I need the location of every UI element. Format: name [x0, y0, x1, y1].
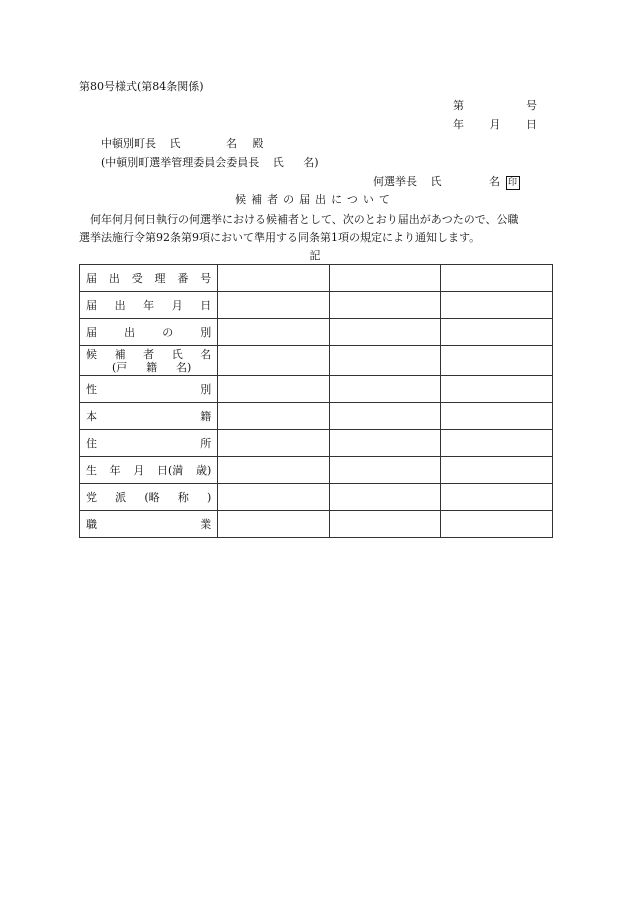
table-row	[80, 457, 553, 484]
label-char: 届	[86, 325, 97, 339]
table-cell	[218, 484, 329, 511]
label-char: 年	[109, 463, 121, 477]
label-char: )	[206, 490, 212, 504]
row-label	[80, 403, 218, 430]
table-row	[80, 403, 553, 430]
label-char: 称	[177, 490, 189, 504]
table-cell	[440, 484, 552, 511]
table-cell	[218, 346, 329, 376]
seal-mark: 印	[506, 176, 520, 190]
label-char: 補	[114, 347, 126, 361]
label-char: 月	[133, 463, 145, 477]
table-row	[80, 511, 553, 538]
sender-title: 何選挙長	[373, 175, 417, 188]
table-cell	[329, 292, 440, 319]
doc-number-prefix: 第	[453, 99, 464, 112]
label-char: 別	[200, 382, 212, 396]
table-cell	[329, 376, 440, 403]
table-cell	[440, 319, 552, 346]
label-char: (戸	[112, 360, 128, 374]
table-cell	[329, 511, 440, 538]
label-char: 別	[200, 325, 212, 339]
label-char: 号	[200, 271, 212, 285]
label-char: 届	[86, 298, 97, 312]
addressee-line-1	[101, 137, 264, 151]
addressee-mei: 名	[226, 137, 237, 150]
table-row	[80, 292, 553, 319]
doc-number-line	[453, 99, 537, 113]
table-cell	[440, 376, 552, 403]
document-title: 候補者の届出について	[235, 193, 395, 206]
table-cell	[218, 457, 329, 484]
addressee-committee-shi: 氏	[272, 156, 284, 169]
table-cell	[440, 511, 552, 538]
addressee-committee-mei: 名)	[303, 156, 319, 169]
label-char: の	[162, 325, 174, 339]
label-char: 出	[114, 298, 126, 312]
form-number: 第80号様式(第84条関係)	[79, 80, 204, 93]
label-char: 名)	[175, 360, 192, 374]
table-cell	[218, 376, 329, 403]
label-char: 性	[86, 382, 97, 396]
row-label	[80, 319, 218, 346]
label-char: 籍	[200, 409, 212, 423]
table-cell	[329, 484, 440, 511]
table-cell	[218, 292, 329, 319]
notification-table	[79, 264, 553, 538]
table-cell	[440, 346, 552, 376]
addressee-dono: 殿	[252, 137, 264, 150]
row-label	[80, 292, 218, 319]
label-char: 生	[86, 463, 97, 477]
label-char: 名	[200, 347, 212, 361]
label-char: 者	[143, 347, 155, 361]
table-cell	[329, 265, 440, 292]
row-label	[80, 346, 218, 376]
table-row	[80, 376, 553, 403]
sender-mei: 名	[489, 175, 500, 188]
addressee-line-2	[101, 156, 319, 170]
table-cell	[218, 430, 329, 457]
label-char: 日(満	[157, 463, 184, 477]
table-cell	[329, 346, 440, 376]
body-line-1: 何年何月何日執行の何選挙における候補者として、次のとおり届出があつたので、公職	[90, 213, 519, 226]
label-char: 本	[86, 409, 97, 423]
date-day: 日	[526, 118, 537, 131]
table-cell	[329, 319, 440, 346]
table-cell	[329, 430, 440, 457]
label-char: 番	[177, 271, 189, 285]
label-char: 出	[108, 271, 120, 285]
label-char: 業	[200, 517, 212, 531]
row-label	[80, 511, 218, 538]
addressee-shi: 氏	[169, 137, 181, 150]
label-char: 月	[171, 298, 183, 312]
table-row	[80, 265, 553, 292]
date-year: 年	[453, 118, 464, 131]
label-char: 所	[200, 436, 212, 450]
sender-shi: 氏	[430, 175, 442, 188]
label-char: 候	[86, 347, 97, 361]
table-cell	[218, 403, 329, 430]
row-label	[80, 484, 218, 511]
table-cell	[218, 265, 329, 292]
label-char: 出	[124, 325, 136, 339]
label-char: 日	[200, 298, 212, 312]
row-label	[80, 376, 218, 403]
addressee-committee: (中頓別町選挙管理委員会委員長	[101, 156, 260, 169]
table-cell	[440, 403, 552, 430]
ki-heading: 記	[309, 249, 321, 262]
table-row	[80, 484, 553, 511]
label-char: 職	[86, 517, 97, 531]
label-char: 年	[143, 298, 155, 312]
table-cell	[329, 457, 440, 484]
addressee-title: 中頓別町長	[101, 137, 156, 150]
row-label	[80, 457, 218, 484]
label-char: (略	[144, 490, 160, 504]
sender-line	[373, 175, 520, 190]
label-char: 理	[154, 271, 166, 285]
table-cell	[218, 319, 329, 346]
table-cell	[440, 265, 552, 292]
date-month: 月	[489, 118, 501, 131]
row-label	[80, 265, 218, 292]
label-char: 届	[86, 271, 97, 285]
row-label	[80, 430, 218, 457]
table-cell	[440, 292, 552, 319]
body-line-2: 選挙法施行令第92条第9項において準用する同条第1項の規定により通知します。	[79, 231, 481, 244]
table-row	[80, 346, 553, 376]
table-cell	[329, 403, 440, 430]
label-char: 党	[86, 490, 97, 504]
label-char: 派	[115, 490, 127, 504]
label-char: 籍	[146, 360, 158, 374]
table-cell	[218, 511, 329, 538]
table-cell	[440, 430, 552, 457]
label-char: 氏	[171, 347, 183, 361]
doc-number-suffix: 号	[526, 99, 537, 112]
label-char: 受	[131, 271, 143, 285]
label-char: 住	[86, 436, 97, 450]
date-line	[453, 118, 537, 132]
label-char: 歳)	[195, 463, 212, 477]
table-row	[80, 430, 553, 457]
table-cell	[440, 457, 552, 484]
table-row	[80, 319, 553, 346]
